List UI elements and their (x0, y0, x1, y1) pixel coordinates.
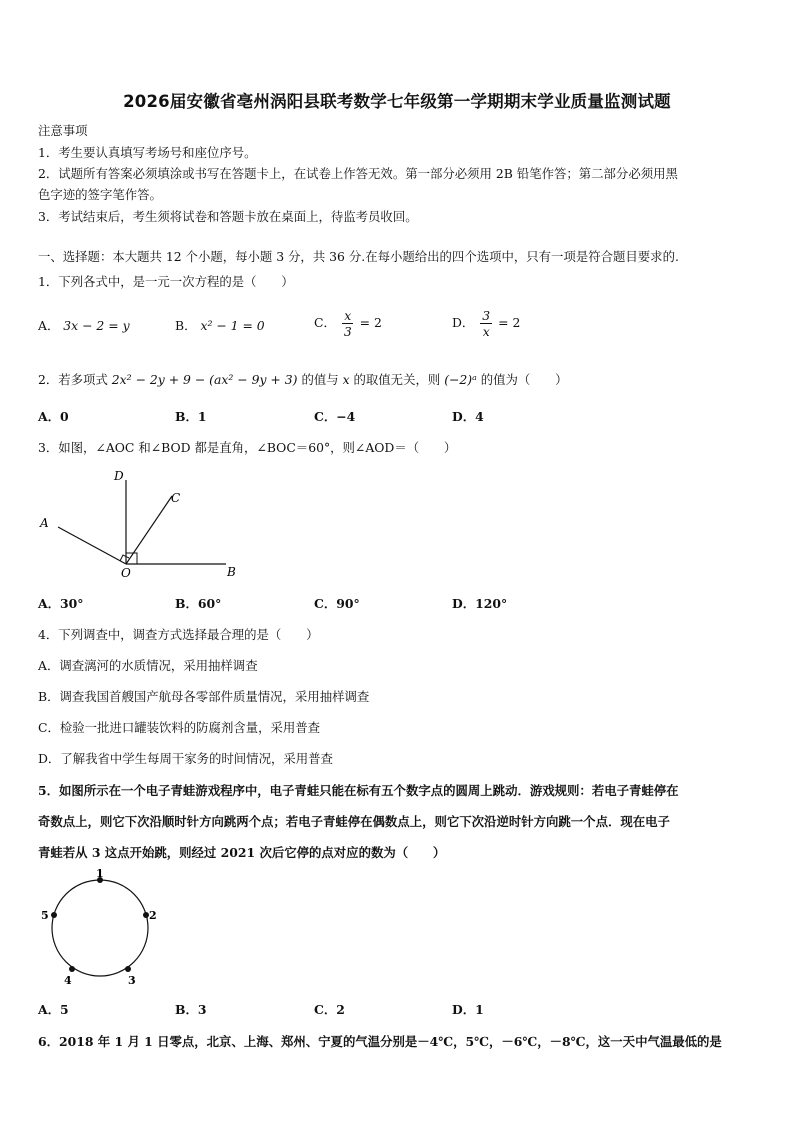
right-angle-mark-aoc (120, 555, 129, 561)
q5-stem-line-3: 青蛙若从 3 这点开始跳，则经过 2021 次后它停的点对应的数为（ ） (38, 845, 446, 860)
q4-option-c[interactable]: C．检验一批进口罐装饮料的防腐剂含量，采用普查 (38, 720, 321, 735)
point-3 (125, 966, 131, 972)
q1-option-a-expr: 3x − 2 = y (63, 318, 130, 333)
q2-option-a[interactable]: A．0 (38, 409, 69, 424)
ray-oc (126, 496, 172, 564)
point-label-3: 3 (128, 974, 136, 987)
q3-option-c[interactable]: C．90° (314, 596, 360, 611)
q1-option-d[interactable]: D． $\frac{3}{x}$ = 2 (452, 308, 521, 339)
q5-stem-line-2: 奇数点上，则它下次沿顺时针方向跳两个点；若电子青蛙停在偶数点上，则它下次沿逆时针方向跳一个点．现在电子 (38, 814, 670, 829)
point-4 (69, 966, 75, 972)
q3-option-d[interactable]: D．120° (452, 596, 508, 611)
q5-option-c[interactable]: C．2 (314, 1002, 345, 1017)
q2-option-b[interactable]: B．1 (175, 409, 207, 424)
q1-option-a[interactable]: A． 3x − 2 = y (38, 318, 130, 333)
q4-option-b[interactable]: B．调查我国首艘国产航母各零部件质量情况，采用抽样调查 (38, 689, 370, 704)
q1-stem: 1．下列各式中，是一元一次方程的是（ ） (38, 274, 294, 289)
section-heading: 一、选择题：本大题共 12 个小题，每小题 3 分，共 36 分.在每小题给出的四个选项中，只有一项是符合题目要求的. (38, 249, 679, 264)
q1-option-b-expr: x² − 1 = 0 (200, 318, 265, 333)
label-c: C (171, 491, 181, 505)
q6-stem: 6．2018 年 1 月 1 日零点，北京、上海、郑州、宁夏的气温分别是－4℃，5℃，－6℃，－8℃，这一天中气温最低的是 (38, 1034, 722, 1049)
q2-polynomial: 2x² − 2y + 9 − (ax² − 9y + 3) (111, 372, 298, 387)
q4-stem: 4．下列调查中，调查方式选择最合理的是（ ） (38, 627, 319, 642)
q5-stem-line-1: 5．如图所示在一个电子青蛙游戏程序中，电子青蛙只能在标有五个数字点的圆周上跳动．游戏规则：若电子青蛙停在 (38, 783, 679, 798)
label-a: A (40, 516, 49, 530)
point-5 (51, 912, 57, 918)
q3-stem: 3．如图，∠AOC 和∠BOD 都是直角，∠BOC＝60°，则∠AOD＝（ ） (38, 440, 457, 455)
notice-item-3: 3．考试结束后，考生须将试卷和答题卡放在桌面上，待监考员收回。 (38, 209, 418, 224)
q5-option-d[interactable]: D．1 (452, 1002, 484, 1017)
q4-option-a[interactable]: A．调查漓河的水质情况，采用抽样调查 (38, 658, 258, 673)
q1-option-c[interactable]: C． $\frac{x}{3}$ = 2 (314, 308, 382, 339)
q2-stem: 2．若多项式 2x² − 2y + 9 − (ax² − 9y + 3) 的值与 x 的取值无关，则 (−2)ᵃ 的值为（ ） (38, 372, 568, 387)
q4-option-d[interactable]: D．了解我省中学生每周干家务的时间情况，采用普查 (38, 751, 333, 766)
q1-option-c-fraction: $\frac{x}{3}$ (343, 308, 352, 339)
notice-item-2-cont: 色字迹的签字笔作答。 (38, 187, 162, 202)
label-b: B (227, 565, 236, 579)
point-label-2: 2 (149, 909, 157, 922)
q3-option-b[interactable]: B．60° (175, 596, 222, 611)
q2-power: (−2)ᵃ (444, 372, 477, 387)
q3-angle-figure (30, 462, 250, 586)
point-label-1: 1 (96, 868, 104, 880)
point-label-5: 5 (41, 909, 49, 922)
notice-item-1: 1．考生要认真填写考场号和座位序号。 (38, 145, 257, 160)
q3-option-a[interactable]: A．30° (38, 596, 84, 611)
q5-option-a[interactable]: A．5 (38, 1002, 69, 1017)
q1-option-b[interactable]: B． x² − 1 = 0 (175, 318, 265, 333)
notice-heading: 注意事项 (38, 123, 88, 138)
q5-circle-figure (34, 868, 164, 990)
q2-option-d[interactable]: D．4 (452, 409, 484, 424)
ray-oa (58, 527, 126, 564)
q2-option-c[interactable]: C．−4 (314, 409, 356, 424)
point-label-4: 4 (64, 974, 72, 987)
label-o: O (121, 566, 131, 580)
page-title: 2026届安徽省亳州涡阳县联考数学七年级第一学期期末学业质量监测试题 (123, 92, 671, 111)
notice-item-2: 2．试题所有答案必须填涂或书写在答题卡上，在试卷上作答无效。第一部分必须用 2B 铅笔作答；第二部分必须用黑 (38, 166, 678, 181)
frog-circle (52, 880, 148, 976)
label-d: D (114, 469, 124, 483)
q5-option-b[interactable]: B．3 (175, 1002, 207, 1017)
q1-option-d-fraction: $\frac{3}{x}$ (482, 308, 491, 339)
